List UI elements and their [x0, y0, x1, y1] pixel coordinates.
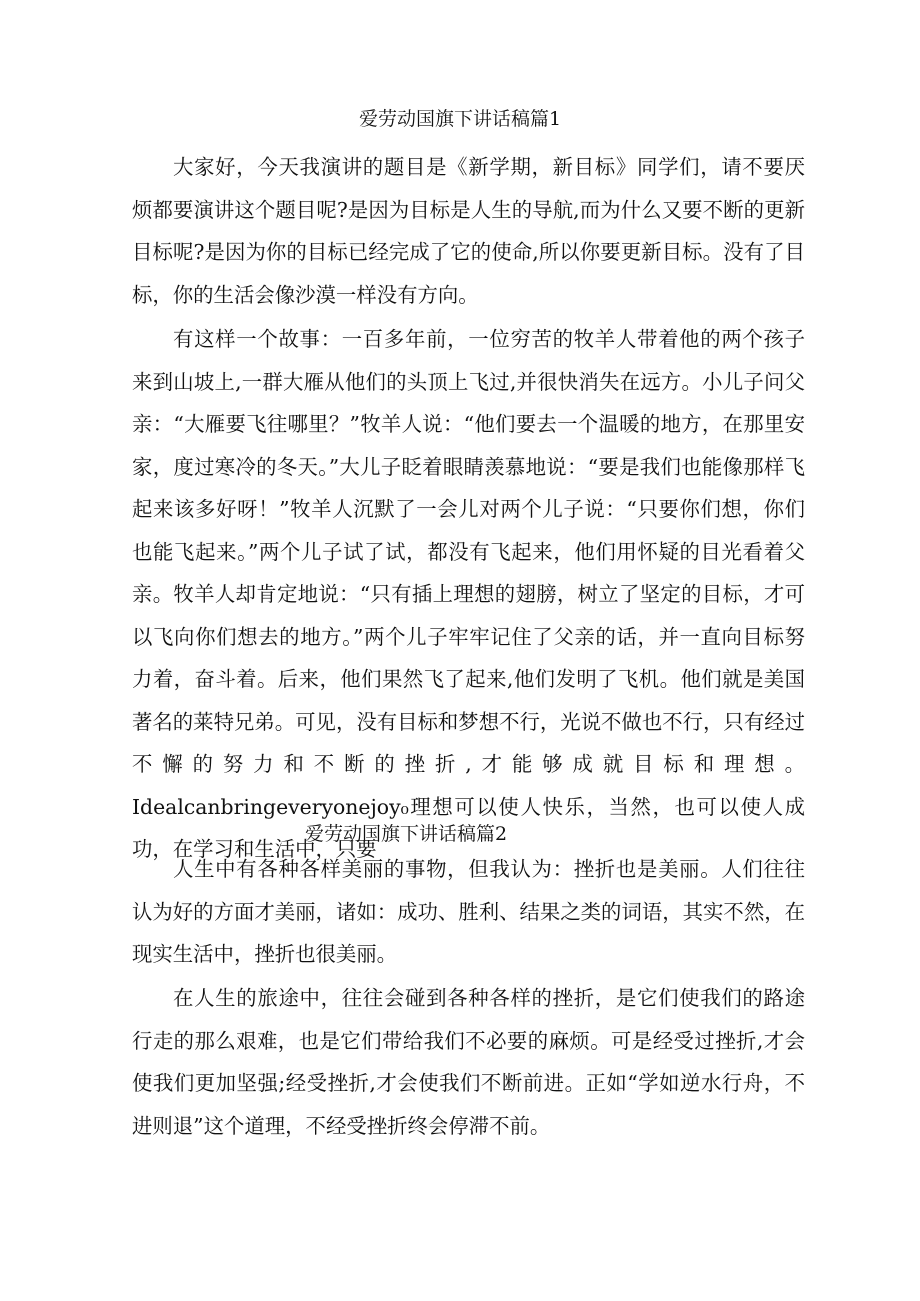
section-1-paragraph-1: 大家好，今天我演讲的题目是《新学期，新目标》同学们，请不要厌烦都要演讲这个题目呢?是因为目标是人生的导航,而为什么又要不断的更新目标呢?是因为你的目标已经完成了它的使命,所以你要更新目标。没有了目标，你的生活会像沙漠一样没有方向。 — [132, 155, 805, 307]
section-2-paragraph-1: 人生中有各种各样美丽的事物，但我认为：挫折也是美丽。人们往往认为好的方面才美丽，诸如：成功、胜利、结果之类的词语，其实不然，在现实生活中，挫折也很美丽。 — [132, 857, 805, 966]
section-1-paragraph-2: 有这样一个故事：一百多年前，一位穷苦的牧羊人带着他的两个孩子来到山坡上,一群大雁从他们的头顶上飞过,并很快消失在远方。小儿子问父亲：“大雁要飞往哪里？”牧羊人说：“他们要去一个温暖的地方，在那里安家，度过寒冷的冬天。”大儿子眨着眼睛羡慕地说：“要是我们也能像那样飞起来该多好呀！”牧羊人沉默了一会儿对两个儿子说：“只要你们想，你们也能飞起来。”两个儿子试了试，都没有飞起来，他们用怀疑的目光看着父亲。牧羊人却肯定地说：“只有插上理想的翅膀，树立了坚定的目标，才可以飞向你们想去的地方。”两个儿子牢牢记住了父亲的话，并一直向目标努力着，奋斗着。后来，他们果然飞了起来,他们发明了飞机。他们就是美国著名的莱特兄弟。可见，没有目标和梦想不行，光说不做也不行，只有经过不懈的努力和不断的挫折,才能够成就目标和理想。Idealcanbringeveryonejoy₀理想可以使人快乐，当然，也可以使人成功，在学习和生活中，只要 — [132, 327, 805, 861]
section-2-title: 爱劳动国旗下讲话稿篇2 — [305, 823, 508, 845]
section-2-paragraph-2: 在人生的旅途中，往往会碰到各种各样的挫折，是它们使我们的路途行走的那么艰难，也是它们带给我们不必要的麻烦。可是经受过挫折,才会使我们更加坚强;经受挫折,才会使我们不断前进。正如“学如逆水行舟，不进则退”这个道理，不经受挫折终会停滞不前。 — [132, 986, 805, 1138]
section-1-title: 爱劳动国旗下讲话稿篇1 — [359, 108, 562, 130]
